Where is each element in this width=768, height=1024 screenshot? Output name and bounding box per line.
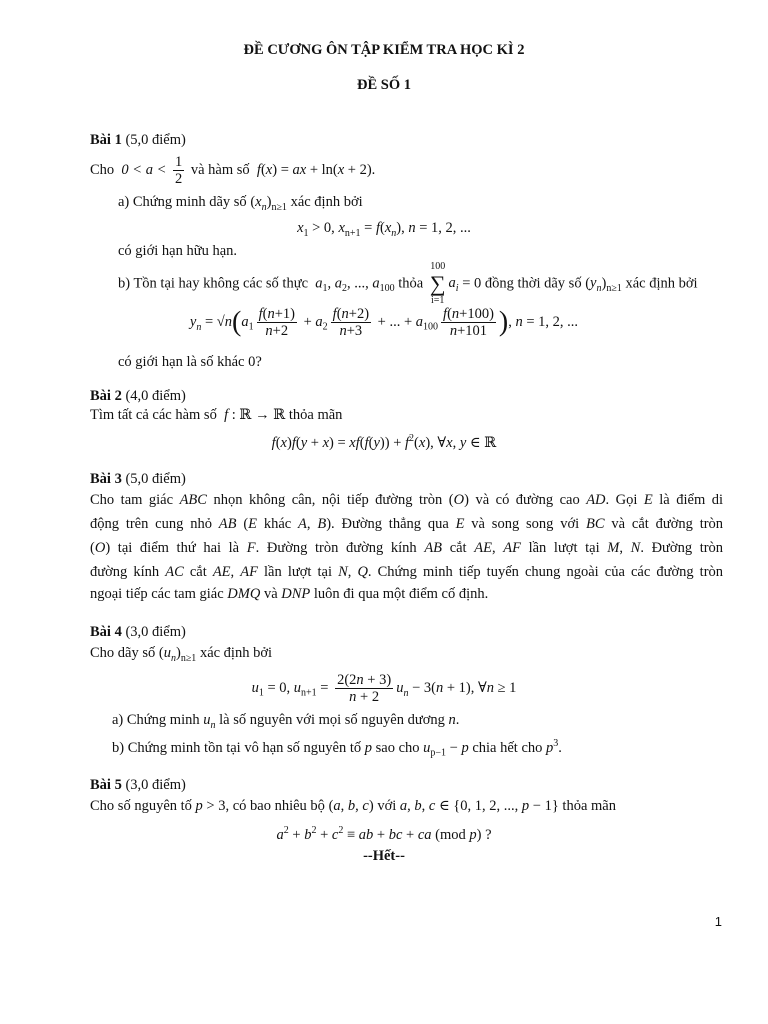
problem-5-label: Bài 5: [90, 777, 122, 793]
problem-4-line-3: a) Chứng minh $u_n$ là số nguyên với mọi số nguyên dương n.: [112, 712, 460, 731]
problem-1-line-5: b) Tồn tại hay không các số thực $a_1$, $a_2$, ..., $a_{100}$ thỏa 100 ∑ i=1 $a_i = 0$ đồng thời dãy số $(y_n)_{n\ge 1}$ xác định bởi: [118, 261, 698, 306]
problem-4-recurrence: $u_1 = 0$, $u_{n+1}$ = $\frac{2(2n + 3)}{n + 2}$ $u_n - 3(n + 1)$, ∀n ≥ 1: [251, 672, 517, 705]
problem-3-heading: [90, 470, 186, 488]
problem-1-heading: [90, 131, 186, 149]
problem-5-congruence: $a^2 + b^2 + c^2$ ≡ ab + bc + ca (mod p) ?: [276, 825, 492, 843]
problem-3-line-1: Cho tam giác ABC nhọn không cân, nội tiếp đường tròn (O) và có đường cao AD. Gọi E là điểm di: [90, 492, 724, 508]
problem-1-line-4: có giới hạn hữu hạn.: [118, 243, 238, 259]
problem-5-line-1: Cho số nguyên tố p > 3, có bao nhiêu bộ (a, b, c) với a, b, c ∈ {0, 1, 2, ..., p − 1} thỏa mãn: [90, 798, 616, 814]
problem-4-line-4: b) Chứng minh tồn tại vô hạn số nguyên tố p sao cho $u_{p-1} - p$ chia hết cho $p^3$.: [112, 738, 562, 759]
problem-5-points: (3,0 điểm): [125, 777, 186, 793]
problem-2-equation: $f(x)f(y + x) = xf(f(y)) + f^2(x)$, ∀x, y ∈ ℝ: [271, 433, 497, 451]
page-number: 1: [714, 914, 722, 929]
problem-4-line-1: Cho dãy số $(u_n)_{n\ge 1}$ xác định bởi: [90, 645, 273, 664]
end-mark: --Hết--: [363, 848, 405, 864]
problem-4-points: (3,0 điểm): [125, 624, 186, 640]
problem-2-label: Bài 2: [90, 388, 122, 404]
problem-3-line-3: (O) tại điểm thứ hai là F. Đường tròn đường kính AB cắt AE, AF lần lượt tại M, N. Đường tròn: [90, 540, 724, 556]
problem-2-line-1: Tìm tất cả các hàm số f : ℝ → ℝ thỏa mãn: [90, 407, 343, 423]
problem-3-points: (5,0 điểm): [125, 471, 186, 487]
problem-1-line-1: Cho 0 < a < $\frac{1}{2}$ và hàm số f(x) = ax + ln(x + 2).: [90, 154, 376, 187]
problem-1-sequence-formula: $y_n = √n(a_1$ $\frac{f(n+1)}{n+2}$ + $a_2$ $\frac{f(n+2)}{n+3}$ + ... + $a_{100}$ $\frac{f(n+100)}{n+101}$ ), n = 1, 2, ...: [189, 306, 579, 339]
problem-3-line-4: đường kính AC cắt AE, AF lần lượt tại N, Q. Chứng minh tiếp tuyến chung ngoài của các đường tròn: [90, 564, 724, 580]
problem-3-label: Bài 3: [90, 471, 122, 487]
document-title: ĐỀ CƯƠNG ÔN TẬP KIỂM TRA HỌC KÌ 2: [243, 42, 525, 58]
problem-4-label: Bài 4: [90, 624, 122, 640]
problem-1-line-2: a) Chứng minh dãy số $(x_n)_{n\ge 1}$ xác định bởi: [118, 194, 363, 213]
problem-2-heading: [90, 387, 186, 405]
problem-2-points: (4,0 điểm): [125, 388, 186, 404]
problem-5-heading: [90, 776, 186, 794]
problem-1-label: Bài 1: [90, 132, 122, 148]
problem-3-line-2: động trên cung nhỏ AB (E khác A, B). Đường thẳng qua E và song song với BC và cắt đường tròn: [90, 516, 724, 532]
problem-1-line-7: có giới hạn là số khác 0?: [118, 354, 262, 370]
problem-1-points: (5,0 điểm): [125, 132, 186, 148]
problem-4-heading: [90, 623, 186, 641]
problem-1-recurrence: $x_1 > 0$, $x_{n+1} = f(x_n)$, n = 1, 2, ...: [297, 220, 471, 239]
problem-3-line-5: ngoại tiếp các tam giác DMQ và DNP luôn đi qua một điểm cố định.: [90, 586, 489, 602]
document-subtitle: ĐỀ SỐ 1: [357, 77, 411, 93]
